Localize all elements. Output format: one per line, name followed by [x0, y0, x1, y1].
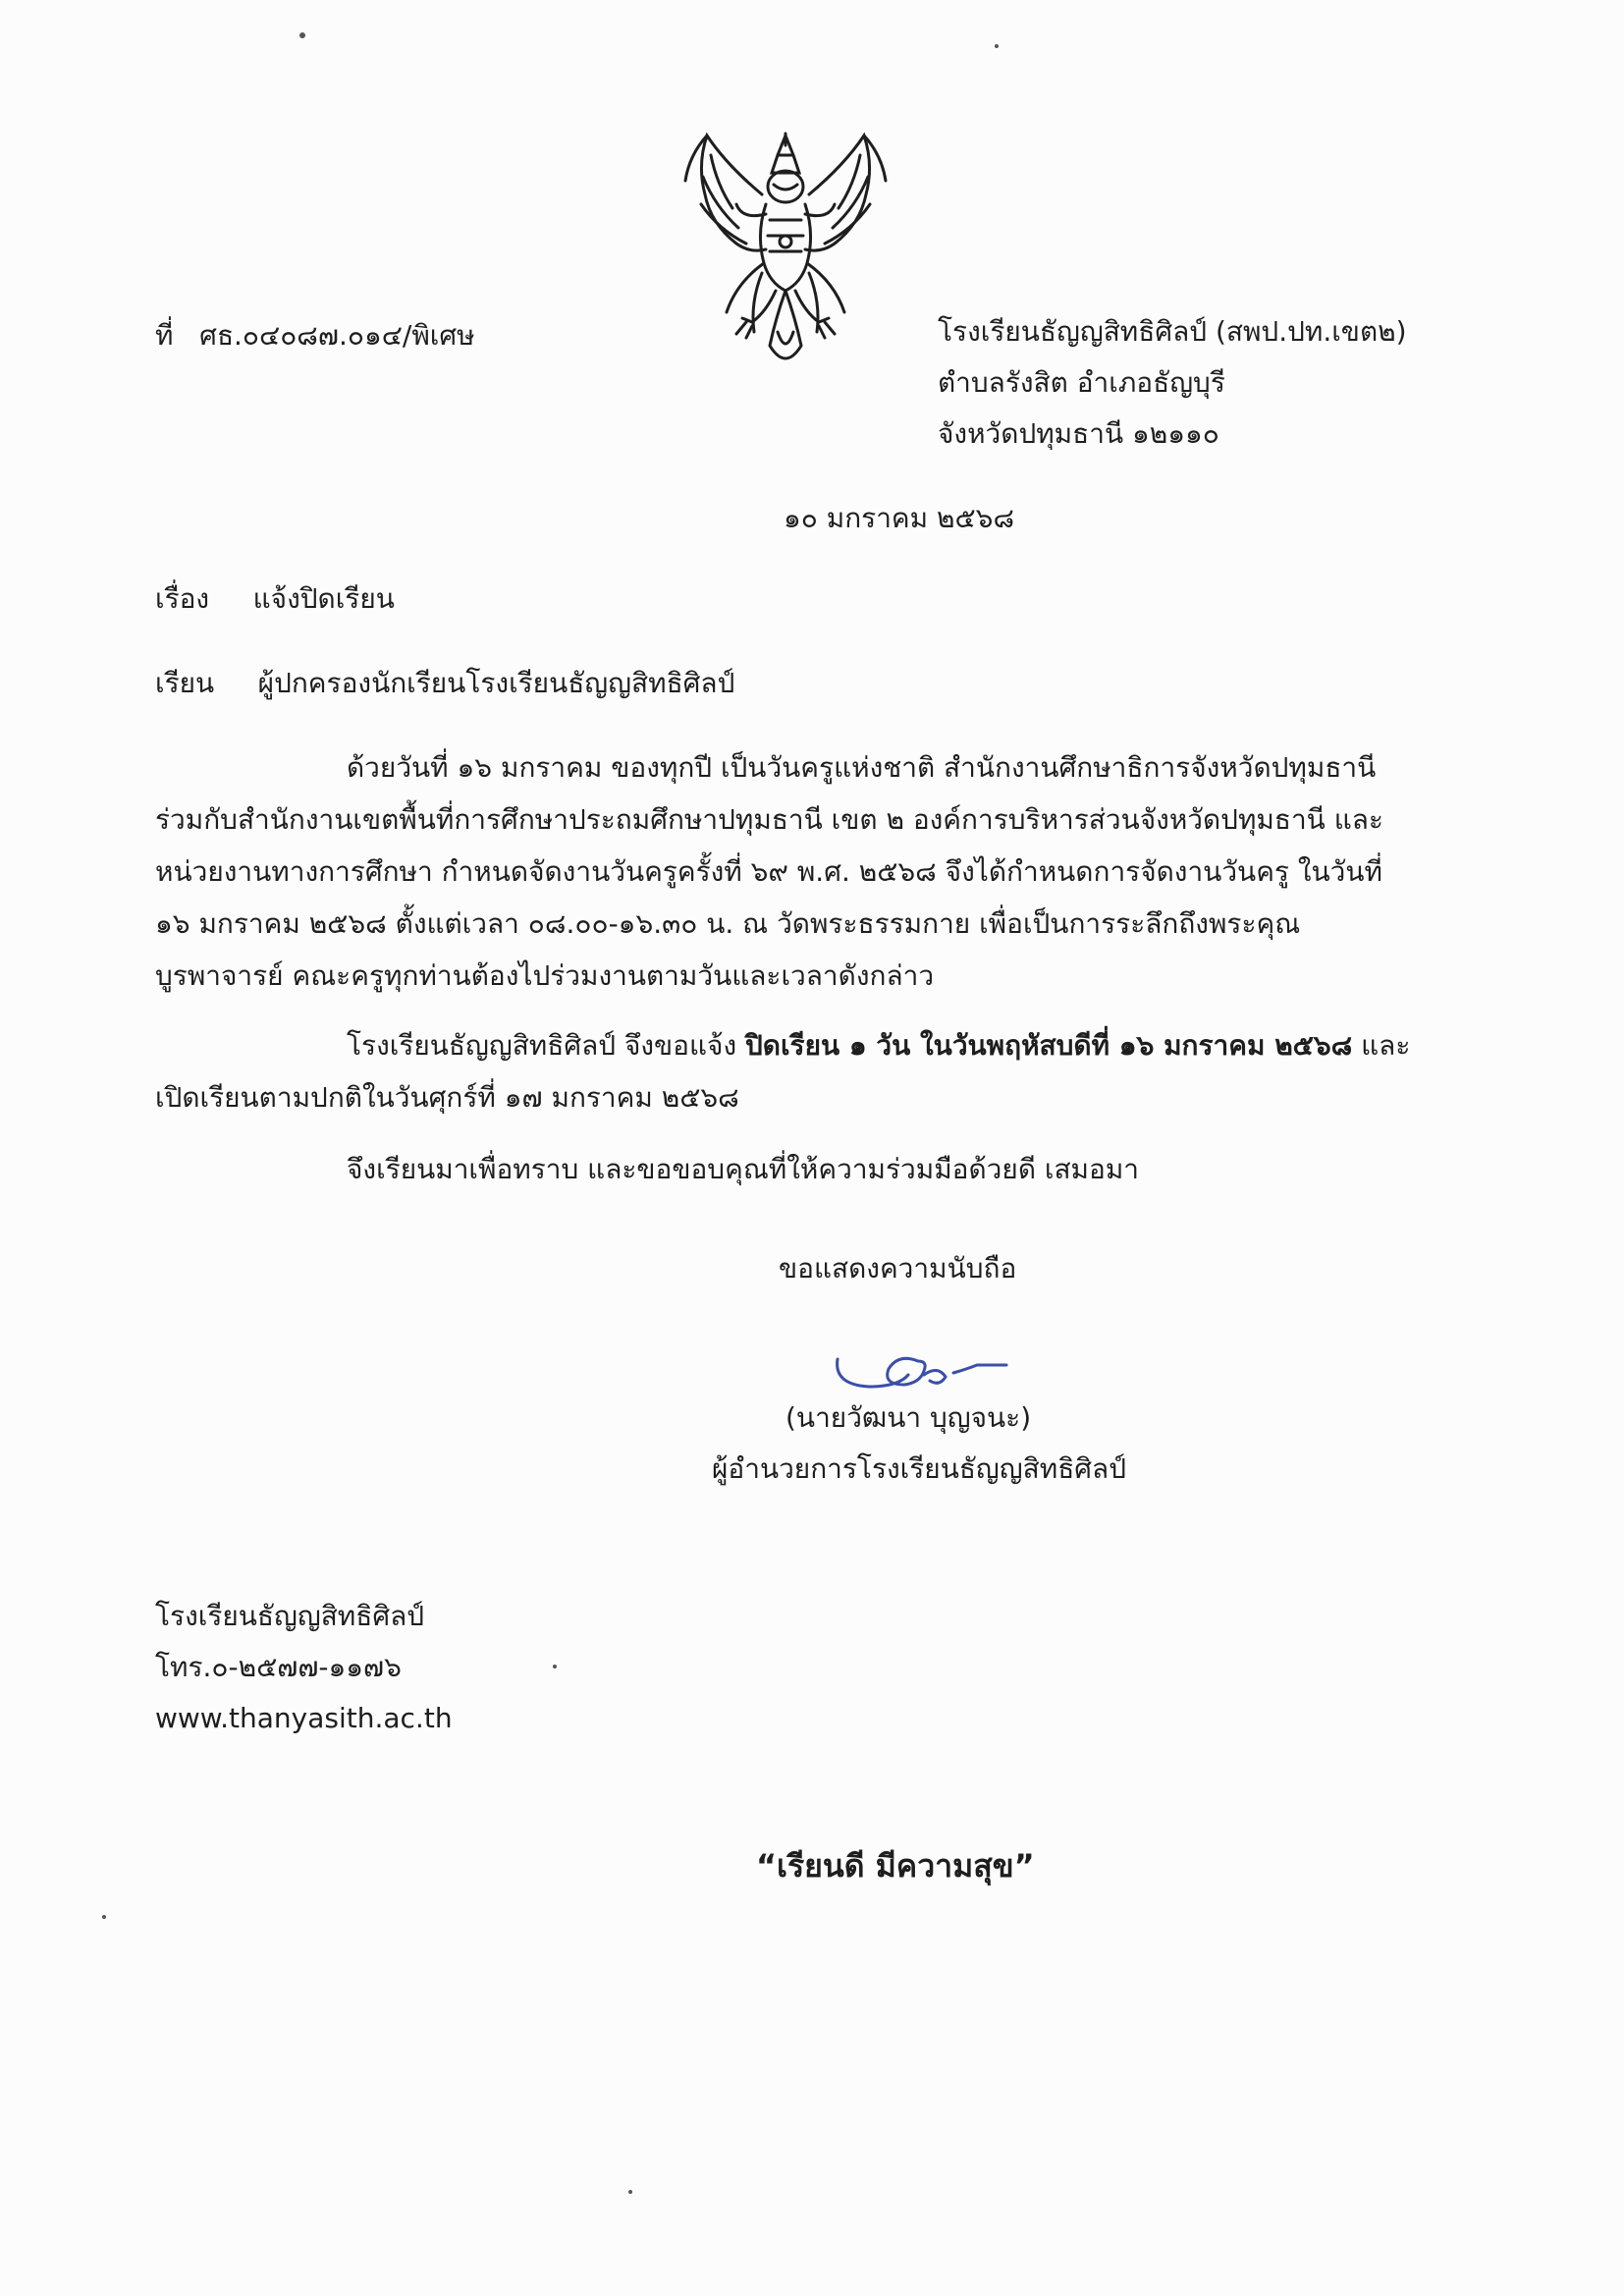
subject-label: เรื่อง: [155, 582, 210, 615]
body-paragraph-2: [155, 1019, 1432, 1123]
recipient-label: เรียน: [155, 667, 215, 699]
recipient-line: [155, 664, 734, 703]
garuda-emblem-icon: [668, 126, 903, 381]
scan-speck: [299, 32, 305, 38]
subject-line: [155, 579, 395, 619]
scan-speck: [553, 1665, 557, 1668]
school-address-line2: จังหวัดปทุมธานี ๑๒๑๑๐: [938, 417, 1219, 450]
closing-regards: ขอแสดงความนับถือ: [779, 1252, 1017, 1285]
letter-date: ๑๐ มกราคม ๒๕๖๘: [784, 502, 1015, 534]
signer-position: ผู้อำนวยการโรงเรียนธัญญสิทธิศิลป์: [712, 1452, 1126, 1485]
closure-suffix: และ: [1352, 1029, 1411, 1062]
body-paragraph-3: [155, 1143, 1432, 1195]
school-address-line1: ตำบลรังสิต อำเภอธัญบุรี: [938, 366, 1225, 399]
paragraph-line: จึงเรียนมาเพื่อทราบ และขอขอบคุณที่ให้ความร่วมมือด้วยดี เสมอมา: [347, 1153, 1140, 1185]
signer-name: (นายวัฒนา บุญจนะ): [785, 1401, 1032, 1434]
reference-number: ศธ.๐๔๐๘๗.๐๑๔/พิเศษ: [199, 319, 475, 352]
paragraph-line: ด้วยวันที่ ๑๖ มกราคม ของทุกปี เป็นวันครูแห่งชาติ สำนักงานศึกษาธิการจังหวัดปทุมธานี: [347, 751, 1377, 784]
recipient-text: ผู้ปกครองนักเรียนโรงเรียนธัญญสิทธิศิลป์: [257, 667, 735, 699]
scan-speck: [995, 44, 999, 48]
school-name-header: โรงเรียนธัญญสิทธิศิลป์ (สพป.ปท.เขต๒): [938, 315, 1407, 348]
footer-website: www.thanyasith.ac.th: [155, 1702, 453, 1734]
body-paragraph-1: [155, 741, 1432, 1002]
signature-icon: [830, 1336, 1016, 1404]
paragraph-line: ร่วมกับสำนักงานเขตพื้นที่การศึกษาประถมศึกษาปทุมธานี เขต ๒ องค์การบริหารส่วนจังหวัดปทุมธานี และ: [155, 803, 1383, 836]
scan-speck: [102, 1915, 106, 1919]
school-motto: “เรียนดี มีความสุข”: [756, 1847, 1035, 1885]
paragraph-line: เปิดเรียนตามปกติในวันศุกร์ที่ ๑๗ มกราคม ๒๕๖๘: [155, 1081, 739, 1114]
footer-phone: โทร.๐-๒๕๗๗-๑๑๗๖: [155, 1651, 402, 1683]
closure-intro: โรงเรียนธัญญสิทธิศิลป์ จึงขอแจ้ง: [347, 1029, 746, 1062]
paragraph-line: บูรพาจารย์ คณะครูทุกท่านต้องไปร่วมงานตามวันและเวลาดังกล่าว: [155, 959, 935, 992]
scan-speck: [628, 2190, 632, 2194]
paragraph-line: ๑๖ มกราคม ๒๕๖๘ ตั้งแต่เวลา ๐๘.๐๐-๑๖.๓๐ น. ณ วัดพระธรรมกาย เพื่อเป็นการระลึกถึงพระคุณ: [155, 907, 1301, 940]
closure-notice-bold: ปิดเรียน ๑ วัน ในวันพฤหัสบดีที่ ๑๖ มกราคม ๒๕๖๘: [745, 1029, 1353, 1062]
paragraph-line: [155, 1019, 1432, 1071]
reference-label: ที่: [155, 319, 174, 352]
reference-block: [155, 316, 475, 355]
paragraph-line: หน่วยงานทางการศึกษา กำหนดจัดงานวันครูครั้งที่ ๖๙ พ.ศ. ๒๕๖๘ จึงได้กำหนดการจัดงานวันครู ในวันที่: [155, 855, 1382, 888]
subject-text: แจ้งปิดเรียน: [252, 582, 395, 615]
footer-school-name: โรงเรียนธัญญสิทธิศิลป์: [155, 1600, 425, 1632]
